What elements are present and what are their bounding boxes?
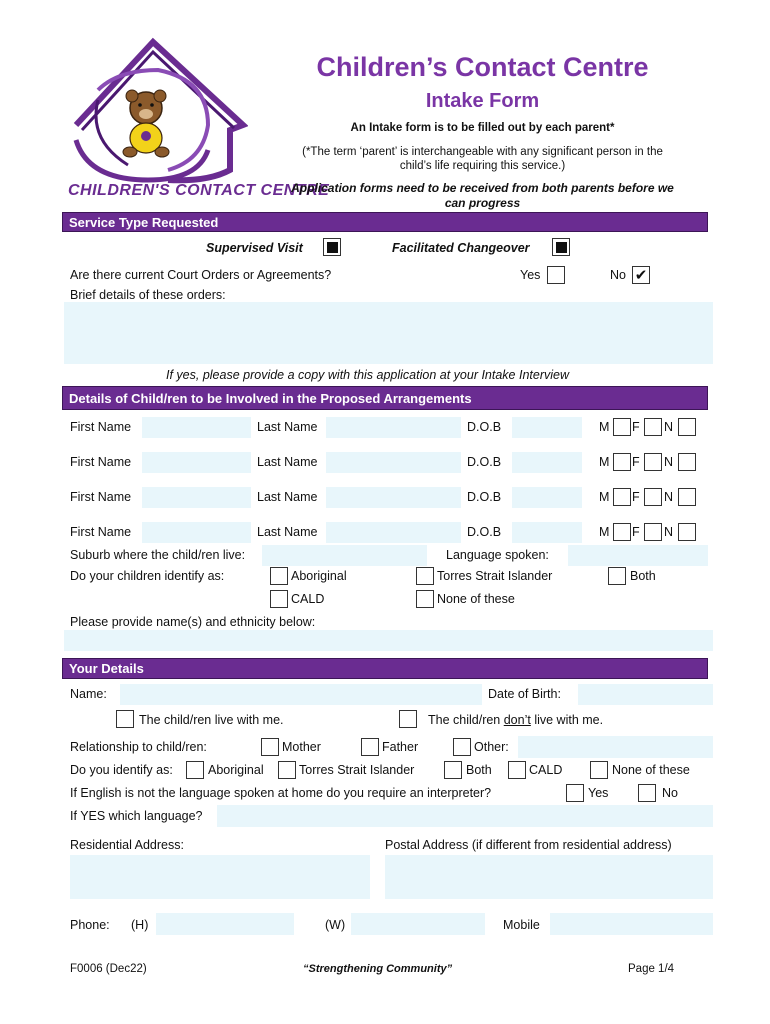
mother-label: Mother bbox=[282, 740, 321, 754]
dob-label: D.O.B bbox=[467, 420, 502, 434]
child-dob-field[interactable] bbox=[512, 417, 582, 438]
interpreter-no-checkbox[interactable] bbox=[638, 784, 656, 802]
other-relationship-field[interactable] bbox=[518, 736, 713, 758]
gender-m-label: M bbox=[599, 490, 610, 504]
supervised-visit-label: Supervised Visit bbox=[206, 241, 303, 255]
mother-checkbox[interactable] bbox=[261, 738, 279, 756]
not-live-post: live with me. bbox=[530, 713, 604, 727]
child-last-name-field[interactable] bbox=[326, 417, 461, 438]
residential-address-field[interactable] bbox=[70, 855, 370, 899]
gender-f-checkbox[interactable] bbox=[644, 418, 662, 436]
child-last-name-field[interactable] bbox=[326, 487, 461, 508]
live-with-me-label: The child/ren live with me. bbox=[139, 713, 284, 727]
gender-f-label: F bbox=[632, 490, 640, 504]
gender-m-checkbox[interactable] bbox=[613, 453, 631, 471]
you-none-checkbox[interactable] bbox=[590, 761, 608, 779]
you-none-label: None of these bbox=[612, 763, 690, 777]
supervised-visit-checkbox[interactable] bbox=[323, 238, 341, 256]
interpreter-yes-label: Yes bbox=[588, 786, 609, 800]
copy-note: If yes, please provide a copy with this application at your Intake Interview bbox=[166, 368, 569, 382]
court-no-label: No bbox=[610, 268, 626, 282]
gender-n-label: N bbox=[664, 490, 674, 504]
application-note-line1: Application forms need to be received from both parents before we bbox=[291, 181, 674, 195]
you-aboriginal-checkbox[interactable] bbox=[186, 761, 204, 779]
child-cald-checkbox[interactable] bbox=[270, 590, 288, 608]
language-label: Language spoken: bbox=[446, 548, 549, 562]
phone-label: Phone: bbox=[70, 918, 110, 932]
interpreter-yes-checkbox[interactable] bbox=[566, 784, 584, 802]
gender-m-label: M bbox=[599, 525, 610, 539]
gender-m-checkbox[interactable] bbox=[613, 488, 631, 506]
gender-n-label: N bbox=[664, 525, 674, 539]
gender-m-checkbox[interactable] bbox=[613, 418, 631, 436]
gender-f-checkbox[interactable] bbox=[644, 453, 662, 471]
child-torres-checkbox[interactable] bbox=[416, 567, 434, 585]
form-code: F0006 (Dec22) bbox=[70, 963, 147, 975]
your-dob-label: Date of Birth: bbox=[488, 687, 561, 701]
parent-note-line1: (*The term ‘parent’ is interchangeable with any significant person in the bbox=[302, 146, 663, 158]
child-dob-field[interactable] bbox=[512, 487, 582, 508]
mobile-label: Mobile bbox=[503, 918, 540, 932]
child-first-name-field[interactable] bbox=[142, 522, 251, 543]
gender-n-checkbox[interactable] bbox=[678, 453, 696, 471]
dob-label: D.O.B bbox=[467, 525, 502, 539]
child-dob-field[interactable] bbox=[512, 452, 582, 473]
you-cald-label: CALD bbox=[529, 763, 563, 777]
not-live-pre: The child/ren bbox=[428, 713, 504, 727]
suburb-field[interactable] bbox=[262, 545, 427, 566]
child-none-label: None of these bbox=[437, 592, 515, 606]
not-live-with-me-label bbox=[428, 713, 603, 727]
you-torres-label: Torres Strait Islander bbox=[299, 763, 415, 777]
gender-m-checkbox[interactable] bbox=[613, 523, 631, 541]
brief-details-field[interactable] bbox=[64, 302, 713, 364]
child-both-label: Both bbox=[630, 569, 656, 583]
last-name-label: Last Name bbox=[257, 490, 318, 504]
court-no-checkbox[interactable]: ✔ bbox=[632, 266, 650, 284]
interpreter-no-label: No bbox=[662, 786, 678, 800]
postal-address-label: Postal Address (if different from residential address) bbox=[385, 838, 672, 852]
children-identify-label: Do your children identify as: bbox=[70, 569, 225, 583]
ethnicity-field[interactable] bbox=[64, 630, 713, 651]
last-name-label: Last Name bbox=[257, 420, 318, 434]
service-type-heading: Service Type Requested bbox=[62, 212, 708, 232]
court-yes-label: Yes bbox=[520, 268, 541, 282]
you-aboriginal-label: Aboriginal bbox=[208, 763, 264, 777]
gender-n-checkbox[interactable] bbox=[678, 523, 696, 541]
not-live-with-me-checkbox[interactable] bbox=[399, 710, 417, 728]
gender-m-label: M bbox=[599, 455, 610, 469]
relationship-label: Relationship to child/ren: bbox=[70, 740, 207, 754]
child-aboriginal-label: Aboriginal bbox=[291, 569, 347, 583]
which-language-label: If YES which language? bbox=[70, 809, 203, 823]
gender-n-label: N bbox=[664, 455, 674, 469]
footer-slogan: “Strengthening Community” bbox=[303, 963, 453, 975]
child-first-name-field[interactable] bbox=[142, 487, 251, 508]
gender-f-label: F bbox=[632, 525, 640, 539]
you-both-checkbox[interactable] bbox=[444, 761, 462, 779]
gender-f-checkbox[interactable] bbox=[644, 523, 662, 541]
first-name-label: First Name bbox=[70, 455, 132, 469]
child-none-checkbox[interactable] bbox=[416, 590, 434, 608]
child-cald-label: CALD bbox=[291, 592, 325, 606]
last-name-label: Last Name bbox=[257, 455, 318, 469]
logo-text: CHILDREN'S CONTACT CENTRE bbox=[68, 182, 330, 199]
child-first-name-field[interactable] bbox=[142, 417, 251, 438]
first-name-label: First Name bbox=[70, 420, 132, 434]
child-torres-label: Torres Strait Islander bbox=[437, 569, 553, 583]
facilitated-changeover-checkbox[interactable] bbox=[552, 238, 570, 256]
logo bbox=[58, 30, 330, 210]
brief-details-label: Brief details of these orders: bbox=[70, 288, 226, 302]
father-label: Father bbox=[382, 740, 419, 754]
you-both-label: Both bbox=[466, 763, 492, 777]
which-language-field[interactable] bbox=[217, 805, 713, 827]
residential-address-label: Residential Address: bbox=[70, 838, 184, 852]
child-aboriginal-checkbox[interactable] bbox=[270, 567, 288, 585]
court-orders-question: Are there current Court Orders or Agreements? bbox=[70, 268, 332, 282]
children-details-heading: Details of Child/ren to be Involved in the Proposed Arrangements bbox=[62, 386, 708, 410]
phone-home-label: (H) bbox=[131, 918, 149, 932]
phone-work-field[interactable] bbox=[351, 913, 485, 935]
mobile-field[interactable] bbox=[550, 913, 713, 935]
other-label: Other: bbox=[474, 740, 509, 754]
postal-address-field[interactable] bbox=[385, 855, 713, 899]
gender-f-label: F bbox=[632, 455, 640, 469]
page-title: Children’s Contact Centre bbox=[316, 52, 649, 82]
gender-m-label: M bbox=[599, 420, 610, 434]
court-yes-checkbox[interactable] bbox=[547, 266, 565, 284]
you-torres-checkbox[interactable] bbox=[278, 761, 296, 779]
parent-note-line2: child’s life requiring this service.) bbox=[399, 160, 566, 172]
suburb-label: Suburb where the child/ren live: bbox=[70, 548, 246, 562]
child-both-checkbox[interactable] bbox=[608, 567, 626, 585]
facilitated-changeover-label: Facilitated Changeover bbox=[392, 241, 530, 255]
not-live-emph: don’t bbox=[503, 713, 531, 727]
live-with-me-checkbox[interactable] bbox=[116, 710, 134, 728]
gender-n-label: N bbox=[664, 420, 674, 434]
intake-note: An Intake form is to be filled out by each parent* bbox=[350, 122, 615, 134]
application-note-line2: can progress bbox=[444, 196, 521, 210]
child-last-name-field[interactable] bbox=[326, 522, 461, 543]
child-first-name-field[interactable] bbox=[142, 452, 251, 473]
other-checkbox[interactable] bbox=[453, 738, 471, 756]
first-name-label: First Name bbox=[70, 490, 132, 504]
phone-home-field[interactable] bbox=[156, 913, 294, 935]
gender-n-checkbox[interactable] bbox=[678, 488, 696, 506]
your-name-label: Name: bbox=[70, 687, 107, 701]
language-field[interactable] bbox=[568, 545, 708, 566]
child-dob-field[interactable] bbox=[512, 522, 582, 543]
gender-f-checkbox[interactable] bbox=[644, 488, 662, 506]
phone-work-label: (W) bbox=[325, 918, 346, 932]
page-subtitle: Intake Form bbox=[425, 90, 540, 112]
first-name-label: First Name bbox=[70, 525, 132, 539]
gender-n-checkbox[interactable] bbox=[678, 418, 696, 436]
interpreter-question: If English is not the language spoken at home do you require an interpreter? bbox=[70, 786, 492, 800]
you-cald-checkbox[interactable] bbox=[508, 761, 526, 779]
dob-label: D.O.B bbox=[467, 490, 502, 504]
gender-f-label: F bbox=[632, 420, 640, 434]
you-identify-label: Do you identify as: bbox=[70, 763, 173, 777]
your-details-heading: Your Details bbox=[62, 658, 708, 679]
child-last-name-field[interactable] bbox=[326, 452, 461, 473]
last-name-label: Last Name bbox=[257, 525, 318, 539]
ethnicity-label: Please provide name(s) and ethnicity below: bbox=[70, 615, 316, 629]
dob-label: D.O.B bbox=[467, 455, 502, 469]
page-number: Page 1/4 bbox=[628, 963, 675, 975]
your-dob-field[interactable] bbox=[578, 684, 713, 705]
father-checkbox[interactable] bbox=[361, 738, 379, 756]
your-name-field[interactable] bbox=[120, 684, 482, 705]
